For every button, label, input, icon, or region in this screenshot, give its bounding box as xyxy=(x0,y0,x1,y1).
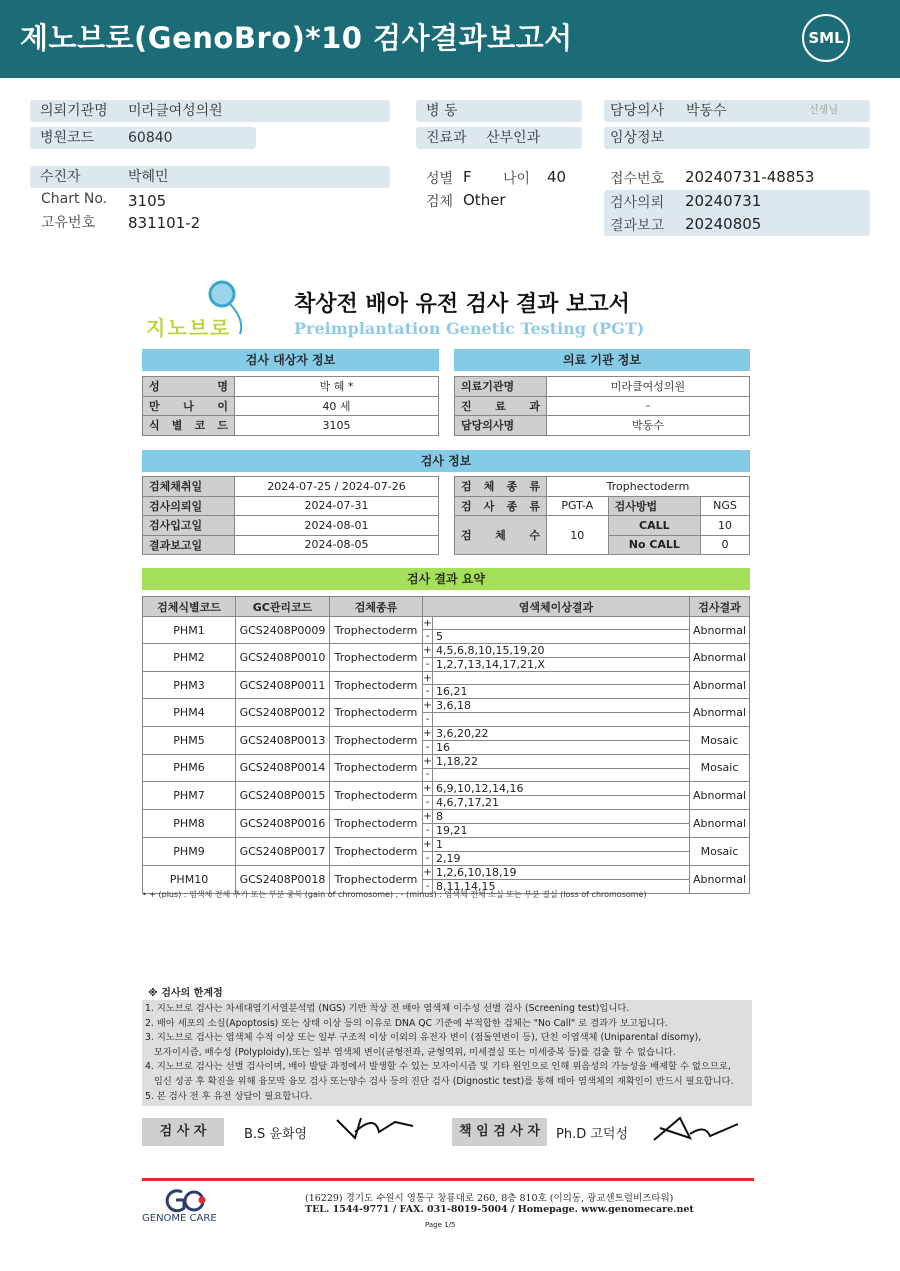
row-value: 2024-07-25 / 2024-07-26 xyxy=(235,477,439,497)
column-header: 염색체이상결과 xyxy=(423,597,690,617)
sample-id: PHM7 xyxy=(143,781,236,809)
method-label: 검사방법 xyxy=(608,496,701,516)
doctor-suffix: 선생님 xyxy=(809,105,838,116)
limit-item: 2. 배아 세포의 소실(Apoptosis) 또는 상태 이상 등의 이유로 DNA QC 기준에 부적합한 검체는 "No Call" 로 결과가 보고됩니다. xyxy=(145,1017,668,1029)
patient-row xyxy=(30,166,390,188)
plus-sign: + xyxy=(423,755,432,767)
gain-chromosomes: 1 xyxy=(433,837,690,851)
test-result: Abnormal xyxy=(690,809,750,837)
org-row xyxy=(455,396,750,416)
loss-chromosomes: 16,21 xyxy=(433,685,690,699)
row-label: 검사입고일 xyxy=(143,516,235,536)
page-number: Page 1/5 xyxy=(425,1221,456,1229)
minus-sign: - xyxy=(423,823,433,837)
table-row xyxy=(143,617,750,630)
label: 임상정보 xyxy=(610,130,665,146)
chart-label: Chart No. xyxy=(41,191,108,207)
table-row xyxy=(143,837,750,851)
request-label: 검사의뢰 xyxy=(610,195,665,211)
gain-chromosomes xyxy=(433,617,690,630)
sample-table xyxy=(454,476,750,555)
report-subtitle: Preimplantation Genetic Testing (PGT) xyxy=(294,319,645,338)
gc-code: GCS2408P0018 xyxy=(236,865,330,893)
org-row xyxy=(455,377,750,397)
nocall-label: No CALL xyxy=(608,535,701,555)
sample-type: Trophectoderm xyxy=(330,754,423,781)
limits-box xyxy=(142,1000,752,1106)
row-value: 2024-08-01 xyxy=(235,516,439,536)
sample-type: Trophectoderm xyxy=(330,726,423,754)
test-result: Abnormal xyxy=(690,865,750,893)
uid-label: 고유번호 xyxy=(41,215,96,231)
call-value: 10 xyxy=(701,516,750,536)
plus-sign: + xyxy=(423,700,432,712)
report-value: 20240805 xyxy=(685,215,762,233)
sample-type-label: 검 체 종 류 xyxy=(455,477,547,497)
subject-row xyxy=(143,416,439,436)
label: 수진자 xyxy=(40,169,81,185)
dept-value: 산부인과 xyxy=(486,130,541,146)
address: (16229) 경기도 수원시 영통구 창룡대로 260, 8층 810호 (이의동, 광교센트럴비즈타워) xyxy=(305,1193,674,1204)
loss-chromosomes: 8,11,14,15 xyxy=(433,879,690,893)
label: 담당의사 xyxy=(610,103,665,119)
tester-name: B.S 윤화영 xyxy=(244,1127,308,1142)
gc-code: GCS2408P0011 xyxy=(236,672,330,699)
sample-type: Trophectoderm xyxy=(330,837,423,865)
row-value: 박 혜 * xyxy=(235,377,439,397)
header-bar xyxy=(0,0,900,78)
column-header: 검사결과 xyxy=(690,597,750,617)
minus-sign: - xyxy=(423,713,433,726)
sample-id: PHM4 xyxy=(143,699,236,726)
label: 병원코드 xyxy=(40,130,95,146)
tester-label: 검 사 자 xyxy=(142,1118,224,1146)
loss-chromosomes xyxy=(433,713,690,726)
row-label: 진 료 과 xyxy=(455,396,547,416)
gc-code: GCS2408P0012 xyxy=(236,699,330,726)
row-value: 2024-07-31 xyxy=(235,496,439,516)
gain-chromosomes: 3,6,18 xyxy=(433,699,690,713)
row-value: 40 세 xyxy=(235,396,439,416)
test-result: Abnormal xyxy=(690,699,750,726)
plus-sign: + xyxy=(423,838,432,850)
limit-item: 1. 지노브로 검사는 차세대염기서열분석법 (NGS) 기반 착상 전 배아 염색체 이수성 선별 검사 (Screening test)입니다. xyxy=(145,1003,630,1014)
sample-id: PHM5 xyxy=(143,726,236,754)
plus-sign: + xyxy=(423,727,432,739)
genobro-logo-text: 지노브로 xyxy=(146,316,232,340)
label: 병 동 xyxy=(426,103,458,119)
test-type-label: 검 사 종 류 xyxy=(455,496,547,516)
label: 의뢰기관명 xyxy=(40,103,108,119)
sample-id: PHM6 xyxy=(143,754,236,781)
results-header-row xyxy=(143,597,750,617)
receipt-label: 접수번호 xyxy=(610,171,665,187)
request-value: 20240731 xyxy=(685,192,762,210)
chief-name: Ph.D 고덕성 xyxy=(556,1127,629,1142)
row-value: - xyxy=(547,396,750,416)
sample-type: Trophectoderm xyxy=(330,809,423,837)
company-name: GENOME CARE xyxy=(142,1213,217,1224)
gc-code: GCS2408P0014 xyxy=(236,754,330,781)
count-value: 10 xyxy=(547,516,609,555)
minus-sign: - xyxy=(423,740,433,754)
legend-note: • + (plus) : 염색체 전체 추가 또는 부분 중복 (gain of chromosome) , - (minus) : 염색체 전체 소실 또는 부분 결실 (loss of chromosome) xyxy=(142,890,647,899)
subject-row xyxy=(143,377,439,397)
minus-sign: - xyxy=(423,795,433,809)
table-row xyxy=(143,754,750,768)
row-label: 성 명 xyxy=(143,377,235,397)
sample-type: Trophectoderm xyxy=(330,699,423,726)
gain-chromosomes: 1,2,6,10,18,19 xyxy=(433,865,690,879)
table-row xyxy=(143,672,750,685)
plus-sign: + xyxy=(423,866,432,878)
clinical-row xyxy=(604,127,870,149)
ward-row xyxy=(416,100,582,122)
footer-divider xyxy=(142,1178,754,1181)
table-row xyxy=(143,699,750,713)
sample-id: PHM3 xyxy=(143,672,236,699)
table-row xyxy=(143,865,750,879)
test-result: Abnormal xyxy=(690,617,750,644)
table-row xyxy=(143,726,750,740)
sample-type-value: Trophectoderm xyxy=(547,477,750,497)
row-label: 검사의뢰일 xyxy=(143,496,235,516)
limit-item: 3. 지노브로 검사는 염색체 수적 이상 또는 일부 구조적 이상 이외의 유전자 변이 (점돌연변이 등), 단친 이염색체 (Uniparental disomy), 모자이시즘, 배수성 (Polyploidy),또는 일부 염색체 변이(균형전좌, 균형역위, 미세결실 또는 미세중복 등)를 검출 할 수 없습니다. xyxy=(145,1032,702,1058)
minus-sign: - xyxy=(423,851,433,865)
loss-chromosomes: 2,19 xyxy=(433,851,690,865)
sample-id: PHM9 xyxy=(143,837,236,865)
plus-sign: + xyxy=(423,782,432,794)
sample-type: Trophectoderm xyxy=(330,617,423,644)
plus-sign: + xyxy=(423,617,432,629)
sample-type: Trophectoderm xyxy=(330,865,423,893)
gc-code: GCS2408P0017 xyxy=(236,837,330,865)
age-value: 40 xyxy=(547,168,567,186)
loss-chromosomes: 16 xyxy=(433,740,690,754)
sample-type: Trophectoderm xyxy=(330,781,423,809)
sample-id: PHM10 xyxy=(143,865,236,893)
receipt-value: 20240731-48853 xyxy=(685,168,815,186)
row-label: 검체채취일 xyxy=(143,477,235,497)
subject-table xyxy=(142,376,439,436)
sml-logo: SML xyxy=(802,14,850,62)
subject-row xyxy=(143,396,439,416)
dates-row xyxy=(143,516,439,536)
results-table xyxy=(142,596,750,894)
nocall-value: 0 xyxy=(701,535,750,555)
subject-header: 검사 대상자 정보 xyxy=(142,349,439,371)
gc-code: GCS2408P0009 xyxy=(236,617,330,644)
dates-row xyxy=(143,496,439,516)
row-label: 식 별 코 드 xyxy=(143,416,235,436)
plus-sign: + xyxy=(423,645,432,657)
loss-chromosomes: 5 xyxy=(433,630,690,644)
sample-id: PHM8 xyxy=(143,809,236,837)
institution-value: 미라클여성의원 xyxy=(128,103,223,119)
row-value: 3105 xyxy=(235,416,439,436)
page-title: 제노브로(GenoBro)*10 검사결과보고서 xyxy=(20,21,573,55)
sample-id: PHM2 xyxy=(143,644,236,672)
gain-chromosomes: 1,18,22 xyxy=(433,754,690,768)
test-result: Abnormal xyxy=(690,644,750,672)
row-value: 미라클여성의원 xyxy=(547,377,750,397)
summary-header: 검사 결과 요약 xyxy=(142,568,750,590)
test-info-header: 검사 정보 xyxy=(142,450,750,472)
test-result: Mosaic xyxy=(690,754,750,781)
gc-code: GCS2408P0013 xyxy=(236,726,330,754)
gain-chromosomes: 3,6,20,22 xyxy=(433,726,690,740)
plus-sign: + xyxy=(423,672,432,684)
genome-care-logo-icon xyxy=(164,1188,208,1214)
sample-type: Trophectoderm xyxy=(330,672,423,699)
row-label: 담당의사명 xyxy=(455,416,547,436)
uid-value: 831101-2 xyxy=(128,214,201,232)
gain-chromosomes: 4,5,6,8,10,15,19,20 xyxy=(433,644,690,658)
doctor-row xyxy=(604,100,870,122)
column-header: GC관리코드 xyxy=(236,597,330,617)
gc-code: GCS2408P0010 xyxy=(236,644,330,672)
dept-row xyxy=(416,127,582,149)
row-label: 만 나 이 xyxy=(143,396,235,416)
report-label: 결과보고 xyxy=(610,218,665,234)
report-title: 착상전 배아 유전 검사 결과 보고서 xyxy=(294,292,630,317)
chief-signature xyxy=(650,1110,740,1146)
org-table xyxy=(454,376,750,436)
org-row xyxy=(455,416,750,436)
chart-value: 3105 xyxy=(128,192,167,210)
minus-sign: - xyxy=(423,879,433,893)
loss-chromosomes: 1,2,7,13,14,17,21,X xyxy=(433,658,690,672)
sex-label: 성별 xyxy=(426,171,454,187)
gain-chromosomes: 8 xyxy=(433,809,690,823)
dates-row xyxy=(143,535,439,555)
gain-chromosomes: 6,9,10,12,14,16 xyxy=(433,781,690,795)
table-row xyxy=(143,781,750,795)
hospital-code-row xyxy=(30,127,256,149)
method-value: NGS xyxy=(701,496,750,516)
patient-value: 박혜민 xyxy=(128,169,169,185)
loss-chromosomes: 4,6,7,17,21 xyxy=(433,795,690,809)
minus-sign: - xyxy=(423,658,433,672)
doctor-value: 박동수 xyxy=(686,103,727,119)
dates-table xyxy=(142,476,439,555)
minus-sign: - xyxy=(423,685,433,699)
row-label: 의료기관명 xyxy=(455,377,547,397)
row-value: 박동수 xyxy=(547,416,750,436)
chief-label: 책 임 검 사 자 xyxy=(452,1118,547,1146)
limit-item: 4. 지노브로 검사는 선별 검사이며, 배아 발달 과정에서 발생할 수 있는 모자이시즘 및 기타 원인으로 인해 위음성의 가능성을 배제할 수 없으므로, 임신 성공 후 확진을 위해 융모막 융모 검사 또는양수 검사 등의 진단 검사 (Dignostic test)를 통해 태아 염색체의 재확인이 반드시 필요합니다. xyxy=(145,1061,734,1087)
contact: TEL. 1544-9771 / FAX. 031-8019-5004 / Homepage. www.genomecare.net xyxy=(305,1204,694,1215)
table-row xyxy=(143,809,750,823)
gc-code: GCS2408P0015 xyxy=(236,781,330,809)
limits-title: ※ 검사의 한계점 xyxy=(148,988,223,999)
sample-type: Trophectoderm xyxy=(330,644,423,672)
limit-item: 5. 본 검사 전 후 유전 상담이 필요합니다. xyxy=(145,1090,313,1102)
org-header: 의료 기관 정보 xyxy=(454,349,750,371)
specimen-label: 검체 xyxy=(426,194,454,210)
dates-row xyxy=(143,477,439,497)
column-header: 검체종류 xyxy=(330,597,423,617)
age-label: 나이 xyxy=(503,171,531,187)
loss-chromosomes: 19,21 xyxy=(433,823,690,837)
count-label: 검 체 수 xyxy=(455,516,547,555)
gain-chromosomes xyxy=(433,672,690,685)
row-label: 결과보고일 xyxy=(143,535,235,555)
test-type-value: PGT-A xyxy=(547,496,609,516)
sample-id: PHM1 xyxy=(143,617,236,644)
tester-signature xyxy=(335,1112,415,1144)
test-result: Abnormal xyxy=(690,672,750,699)
specimen-value: Other xyxy=(463,191,506,209)
call-label: CALL xyxy=(608,516,701,536)
minus-sign: - xyxy=(423,768,433,781)
test-result: Mosaic xyxy=(690,726,750,754)
row-value: 2024-08-05 xyxy=(235,535,439,555)
hospital-code-value: 60840 xyxy=(128,130,173,146)
label: 진료과 xyxy=(426,130,467,146)
loss-chromosomes xyxy=(433,768,690,781)
minus-sign: - xyxy=(423,630,433,644)
sex-value: F xyxy=(463,168,472,186)
table-row xyxy=(143,644,750,658)
plus-sign: + xyxy=(423,810,432,822)
institution-row xyxy=(30,100,390,122)
column-header: 검체식별코드 xyxy=(143,597,236,617)
test-result: Abnormal xyxy=(690,781,750,809)
test-result: Mosaic xyxy=(690,837,750,865)
gc-code: GCS2408P0016 xyxy=(236,809,330,837)
